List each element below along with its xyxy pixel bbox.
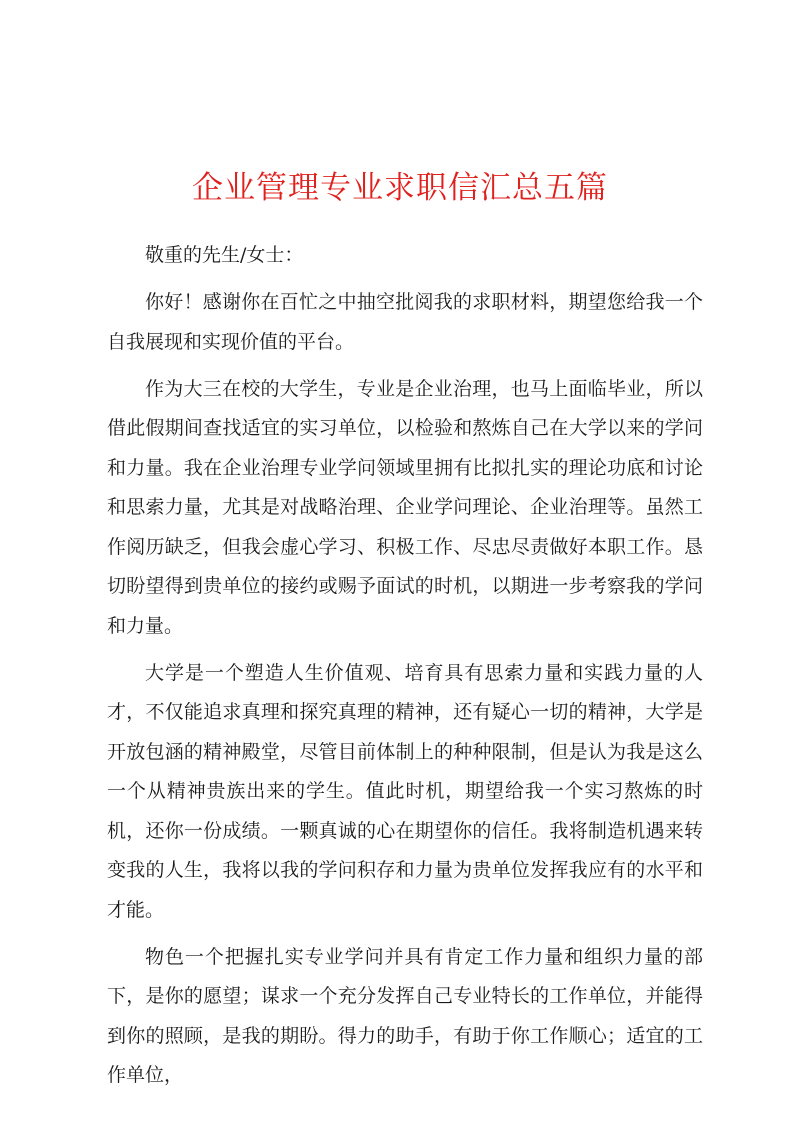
paragraph-1: 你好！感谢你在百忙之中抽空批阅我的求职材料，期望您给我一个自我展现和实现价值的平台。 [107, 291, 703, 353]
salutation: 敬重的先生/女士： [145, 244, 304, 266]
paragraph-4: 物色一个把握扎实专业学问并具有肯定工作力量和组织力量的部下，是你的愿望；谋求一个充分发挥自己专业特长的工作单位，并能得到你的照顾，是我的期盼。得力的助手，有助于你工作顺心；适宜的工作单位， [107, 945, 703, 1086]
paragraph-3: 大学是一个塑造人生价值观、培育具有思索力量和实践力量的人才，不仅能追求真理和探究真理的精神，还有疑心一切的精神，大学是开放包涵的精神殿堂，尽管目前体制上的种种限制，但是认为我是这么一个从精神贵族出来的学生。值此时机，期望给我一个实习熬炼的时机，还你一份成绩。一颗真诚的心在期望你的信任。我将制造机遇来转变我的人生，我将以我的学问积存和力量为贵单位发挥我应有的水平和才能。 [107, 661, 703, 921]
paragraph-2: 作为大三在校的大学生，专业是企业治理，也马上面临毕业，所以借此假期间查找适宜的实习单位，以检验和熬炼自己在大学以来的学问和力量。我在企业治理专业学问领域里拥有比拟扎实的理论功底和讨论和思索力量，尤其是对战略治理、企业学问理论、企业治理等。虽然工作阅历缺乏，但我会虚心学习、积极工作、尽忠尽责做好本职工作。恳切盼望得到贵单位的接约或赐予面试的时机，以期进一步考察我的学问和力量。 [107, 377, 703, 637]
document-body [107, 236, 703, 1103]
document-title: 企业管理专业求职信汇总五篇 [192, 170, 608, 206]
